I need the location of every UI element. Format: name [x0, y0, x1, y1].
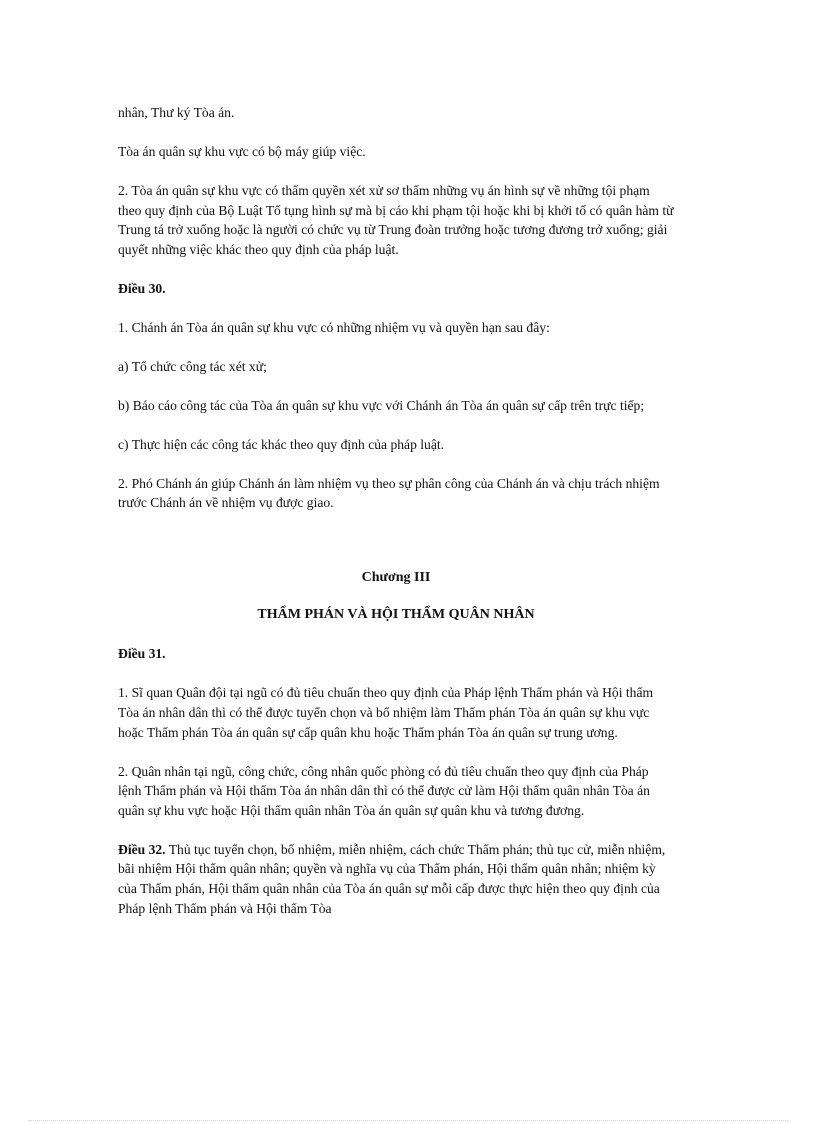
article-30-clause2: 2. Phó Chánh án giúp Chánh án làm nhiệm vụ theo sự phân công của Chánh án và chịu trách nhiệm trước Chánh án về nhiệm vụ được giao.	[118, 475, 660, 511]
article-30-clause1: 1. Chánh án Tòa án quân sự khu vực có những nhiệm vụ và quyền hạn sau đây:	[118, 319, 550, 335]
chapter-label: Chương III	[361, 570, 431, 586]
paragraph-support-apparatus: Tòa án quân sự khu vực có bộ máy giúp việc.	[118, 143, 366, 159]
article-31-heading: Điều 31.	[118, 646, 166, 662]
article-30-item-c: c) Thực hiện các công tác khác theo quy định của pháp luật.	[118, 436, 445, 452]
article-32-paragraph	[118, 840, 674, 918]
section-spacer	[118, 532, 674, 568]
document-page	[118, 103, 674, 938]
article-30-item-b: b) Báo cáo công tác của Tòa án quân sự khu vực với Chánh án Tòa án quân sự cấp trên trực tiếp;	[118, 397, 645, 413]
article-31-clause2: 2. Quân nhân tại ngũ, công chức, công nhân quốc phòng có đủ tiêu chuẩn theo quy định của Pháp lệnh Thẩm phán và Hội thẩm Tòa án nhân dân thì có thể được cử làm Hội thẩm quân nhân Tòa án quân sự khu vực hoặc Hội thẩm quân nhân Tòa án quân sự quân khu và tương đương.	[118, 763, 650, 818]
article-30-heading: Điều 30.	[118, 280, 166, 296]
article-32-text: Thủ tục tuyển chọn, bổ nhiệm, miễn nhiệm, cách chức Thẩm phán; thủ tục cử, miễn nhiệm, bãi nhiệm Hội thẩm quân nhân; quyền và nghĩa vụ của Thẩm phán, Hội thẩm quân nhân; nhiệm kỳ của Thẩm phán, Hội thẩm quân nhân của Tòa án quân sự mỗi cấp được thực hiện theo quy định của Pháp lệnh Thẩm phán và Hội thẩm Tòa	[118, 841, 666, 916]
paragraph-continuation: nhân, Thư ký Tòa án.	[118, 105, 235, 120]
article-30-item-a: a) Tổ chức công tác xét xử;	[118, 358, 267, 374]
article-31-clause1: 1. Sĩ quan Quân đội tại ngũ có đủ tiêu chuẩn theo quy định của Pháp lệnh Thẩm phán và Hội thẩm Tòa án nhân dân thì có thể được tuyển chọn và bổ nhiệm làm Thẩm phán Tòa án quân sự khu vực hoặc Thẩm phán Tòa án quân sự cấp quân khu hoặc Thẩm phán Tòa án quân sự trung ương.	[118, 685, 654, 740]
page-bottom-border	[28, 1120, 788, 1121]
chapter-title: THẨM PHÁN VÀ HỘI THẨM QUÂN NHÂN	[257, 606, 535, 622]
article-32-heading: Điều 32.	[118, 841, 166, 857]
paragraph-article29-clause2: 2. Tòa án quân sự khu vực có thẩm quyền xét xử sơ thẩm những vụ án hình sự về những tội phạm theo quy định của Bộ Luật Tố tụng hình sự mà bị cáo khi phạm tội hoặc khi bị khởi tố có quân hàm từ Trung tá trở xuống hoặc là người có chức vụ từ Trung đoàn trưởng hoặc tương đương trở xuống; giải quyết những việc khác theo quy định của pháp luật.	[118, 182, 674, 257]
